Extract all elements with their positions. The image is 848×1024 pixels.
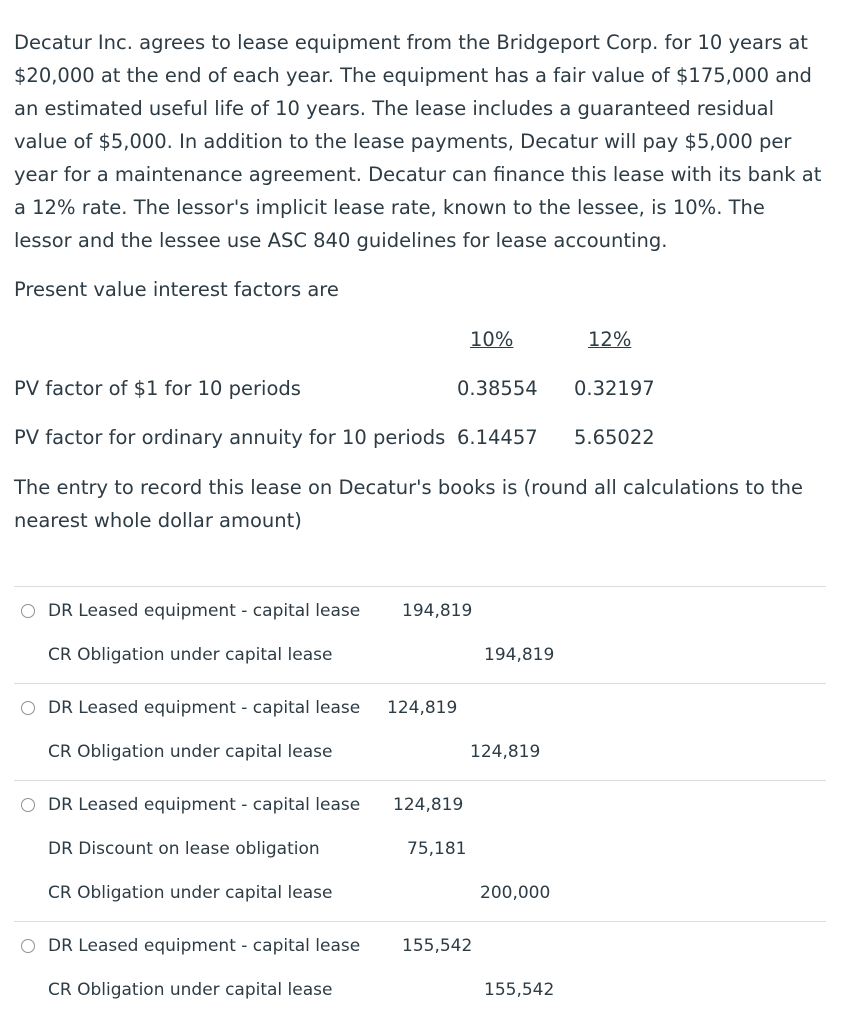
radio-button[interactable] <box>21 701 35 715</box>
account-line: DR Leased equipment - capital lease <box>48 601 361 621</box>
account-line: DR Leased equipment - capital lease <box>48 795 361 815</box>
account-line: DR Discount on lease obligation <box>48 839 320 859</box>
amount-value: 124,819 <box>387 698 458 718</box>
amount-value: 200,000 <box>480 883 551 903</box>
amount-value: 155,542 <box>484 980 555 1000</box>
answer-option-a[interactable] <box>14 586 826 683</box>
account-line: DR Leased equipment - capital lease <box>48 698 361 718</box>
answer-option-d[interactable] <box>14 921 826 1022</box>
account-line: CR Obligation under capital lease <box>48 742 333 762</box>
radio-button[interactable] <box>21 604 35 618</box>
account-line: CR Obligation under capital lease <box>48 645 333 665</box>
question-text: Decatur Inc. agrees to lease equipment from the Bridgeport Corp. for 10 years at $20,000 at the end of each year. The equipment has a fair value of $175,000 and an estimated useful life of 10 years. The lease includes a guaranteed residual value of $5,000. In addition to the lease payments, Decatur will pay $5,000 per year for a maintenance agreement. Decatur can finance this lease with its bank at a 12% rate. The lessor's implicit lease rate, known to the lessee, is 10%. The lessor and the lessee use ASC 840 guidelines for lease accounting. <box>14 31 822 252</box>
account-line: CR Obligation under capital lease <box>48 883 333 903</box>
pv-row-value-12: 0.32197 <box>574 377 655 400</box>
pv-header-12: 12% <box>588 328 632 351</box>
amount-value: 124,819 <box>393 795 464 815</box>
pv-header-10: 10% <box>470 328 514 351</box>
radio-button[interactable] <box>21 939 35 953</box>
pv-row-value-12: 5.65022 <box>574 426 655 449</box>
amount-value: 194,819 <box>484 645 555 665</box>
amount-value: 194,819 <box>402 601 473 621</box>
entry-question: The entry to record this lease on Decatur's books is (round all calculations to the nearest whole dollar amount) <box>14 476 803 532</box>
pv-table-intro: Present value interest factors are <box>14 278 339 301</box>
answer-option-c[interactable] <box>14 780 826 921</box>
pv-row-value-10: 6.14457 <box>457 426 538 449</box>
answer-options <box>14 586 826 1022</box>
radio-button[interactable] <box>21 798 35 812</box>
account-line: DR Leased equipment - capital lease <box>48 936 361 956</box>
amount-value: 155,542 <box>402 936 473 956</box>
pv-row-label: PV factor for ordinary annuity for 10 periods <box>14 426 446 449</box>
amount-value: 75,181 <box>407 839 467 859</box>
answer-option-b[interactable] <box>14 683 826 780</box>
account-line: CR Obligation under capital lease <box>48 980 333 1000</box>
pv-row-value-10: 0.38554 <box>457 377 538 400</box>
amount-value: 124,819 <box>470 742 541 762</box>
pv-row-label: PV factor of $1 for 10 periods <box>14 377 301 400</box>
